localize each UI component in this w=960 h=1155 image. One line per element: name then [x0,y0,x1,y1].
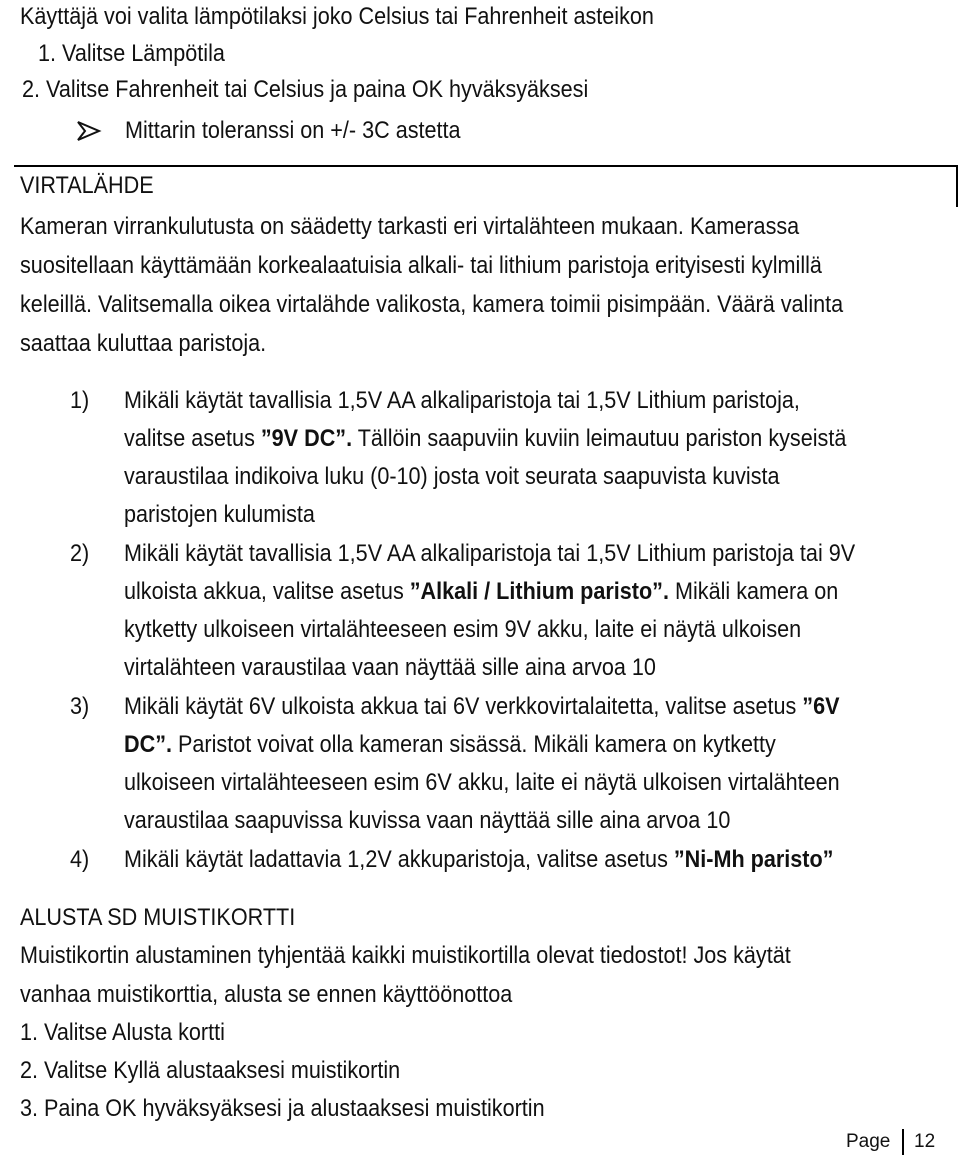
page-divider [902,1129,904,1155]
setting-alkali-lithium: ”Alkali / Lithium paristo”. [409,578,669,605]
arrowhead-bullet-icon [75,116,103,146]
list-item-line: Mikäli käytät tavallisia 1,5V AA alkaliparistoja tai 1,5V Lithium paristoja tai 9V [124,540,856,567]
sd-step-3: 3. Paina OK hyväksyäksesi ja alustaaksesi muistikortin [20,1095,545,1122]
list-item-line: paristojen kulumista [124,501,315,528]
list-item-line: kytketty ulkoiseen virtalähteeseen esim 9V akku, laite ei näytä ulkoisen [124,616,802,643]
list-item-line: Mikäli käytät ladattavia 1,2V akkuparistoja, valitse asetus ”Ni-Mh paristo” [124,846,834,873]
sd-step-1: 1. Valitse Alusta kortti [20,1019,225,1046]
power-paragraph-line: keleillä. Valitsemalla oikea virtalähde valikosta, kamera toimii pisimpään. Väärä valinta [20,291,844,318]
list-item-line: virtalähteen varaustilaa vaan näyttää sille aina arvoa 10 [124,654,656,681]
sd-paragraph-line: vanhaa muistikorttia, alusta se ennen käyttöönottoa [20,981,513,1008]
tolerance-note: Mittarin toleranssi on +/- 3C astetta [125,117,461,144]
list-item-number: 3) [70,693,90,720]
power-paragraph-line: suositellaan käyttämään korkealaatuisia alkali- tai lithium paristoja erityisesti kylmillä [20,252,822,279]
temperature-step-2: 2. Valitse Fahrenheit tai Celsius ja paina OK hyväksyäksesi [22,76,589,103]
section-heading-border [14,165,958,207]
list-item-line: valitse asetus ”9V DC”. Tällöin saapuviin kuviin leimautuu pariston kyseistä [124,425,847,452]
list-item-number: 1) [70,387,90,414]
list-item-line: Mikäli käytät 6V ulkoista akkua tai 6V verkkovirtalaitetta, valitse asetus ”6V [124,693,840,720]
list-item-line: ulkoiseen virtalähteeseen esim 6V akku, laite ei näytä ulkoisen virtalähteen [124,769,840,796]
power-heading: VIRTALÄHDE [20,172,154,199]
power-paragraph-line: saattaa kuluttaa paristoja. [20,330,267,357]
sd-paragraph-line: Muistikortin alustaminen tyhjentää kaikki muistikortilla olevat tiedostot! Jos käytät [20,942,791,969]
list-item-line: varaustilaa saapuvissa kuvissa vaan näyttää sille aina arvoa 10 [124,807,731,834]
setting-6v-dc: ”6V [802,693,840,720]
list-item-line: ulkoista akkua, valitse asetus ”Alkali / Lithium paristo”. Mikäli kamera on [124,578,839,605]
page-number: 12 [914,1131,936,1152]
list-item-number: 4) [70,846,90,873]
setting-ni-mh: ”Ni-Mh paristo” [673,846,834,873]
sd-heading: ALUSTA SD MUISTIKORTTI [20,904,296,931]
temperature-step-1: 1. Valitse Lämpötila [38,40,225,67]
setting-9v-dc: ”9V DC”. [260,425,353,452]
power-paragraph-line: Kameran virrankulutusta on säädetty tarkasti eri virtalähteen mukaan. Kamerassa [20,213,800,240]
temperature-intro: Käyttäjä voi valita lämpötilaksi joko Celsius tai Fahrenheit asteikon [20,3,654,30]
list-item-number: 2) [70,540,90,567]
list-item-line: Mikäli käytät tavallisia 1,5V AA alkaliparistoja tai 1,5V Lithium paristoja, [124,387,800,414]
list-item-line: varaustilaa indikoiva luku (0-10) josta voit seurata saapuvista kuvista [124,463,780,490]
sd-step-2: 2. Valitse Kyllä alustaaksesi muistikortin [20,1057,401,1084]
list-item-line: DC”. Paristot voivat olla kameran sisässä. Mikäli kamera on kytketty [124,731,776,758]
page-label: Page [846,1131,891,1152]
